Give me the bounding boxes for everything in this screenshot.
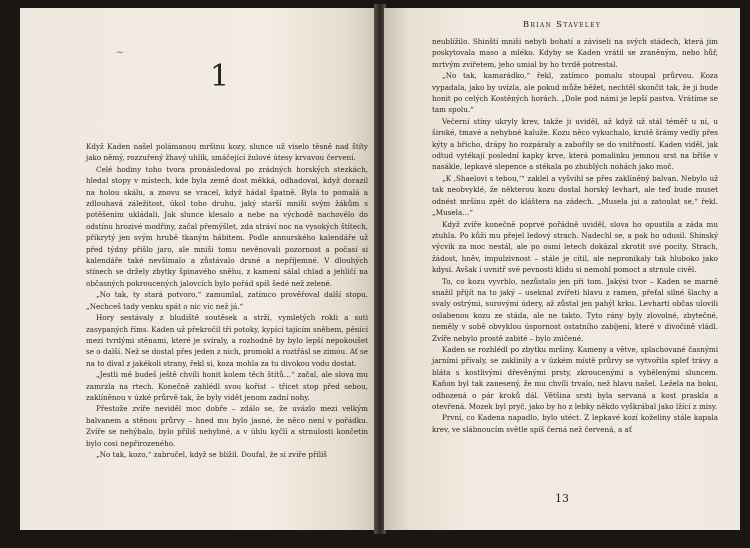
- paragraph: Večerní stíny ukryly krev, takže ji uviděl, až když už stál téměř u ní, u široké, tmavé a nehybné kaluže. Kozu něco vykuchalo, krutě šrámy vedly přes kýty a břicho, drápy ho rozpáraly a zabořily se do vnitřností. Kaden viděl, jak odtud vytékají poslední kapky krve, která pomalinku jemnou srst na břiše v nasákle, lepkavé slepence a stékala po zhublých nohách jako moč.: [432, 116, 718, 172]
- page-number: 13: [555, 492, 569, 505]
- paragraph: Celé hodiny toho tvora pronásledoval po zrádných horských stezkách, hledal stopy v místech, kde byla země dost měkká, odhadoval, když dorazil na holou skálu, a znovu se vracel, když hádal špatně. Byla to pomalá a zdlouhavá záležitost, úkol toho druhu, jaký starší mniši svým žákům s potěšením ukládali. Jak slunce klesalo a nebe na východě nachovělo do odstínu hrozivé modřiny, začal přemýšlet, zda stráví noc na vysokých štítech, přikrytý jen svým hrubě tkaným hábitem. Podle annurského kalendáře už před týdny přišlo jaro, ale mniši tomu nevěnovali pozornost a počasí si kalendáře také nevšímalo a zůstávalo drsné a nepříjemné. V dlouhých stínech se držely zbytky špinavého sněhu, z kamení sálal chlad a jehličí na občasných pokroucených jalovcích bylo pořád spíš šedé než zelené.: [86, 164, 368, 288]
- left-page: [20, 8, 376, 530]
- paragraph: „No tak, ty stará potvoro,“ zamumlal, zatímco prověřoval další stopu. „Nechceš tady venku spát o nic víc než já.“: [86, 290, 368, 311]
- right-page: [384, 8, 740, 530]
- paragraph: První, co Kadena napadlo, bylo utéct. Z lepkavé kozí koželiny stále kapala krev, ve slábnoucím světle spíš černá než červená, a ať: [432, 413, 718, 434]
- paragraph: Když Kaden našel polámanou mršinu kozy, slunce už viselo těsně nad štíty jako němý, rozzuřený žhavý uhlík, smáčející žulové útesy krvavou červení.: [86, 142, 368, 163]
- chapter-number: 1: [210, 59, 230, 94]
- running-header: Brian Staveley: [522, 20, 602, 30]
- left-body-text: [86, 141, 368, 460]
- paragraph: „Jestli mě budeš ještě chvíli honit kolem těch štítů…“ začal, ale slova mu zamrzla na rtech. Konečně zahlédl svou kořist – třicet stop před sebou, zaklíněnou v úzké průrvě tak, že byly vidět jenom zadní nohy.: [86, 370, 368, 402]
- paragraph: Když zvíře konečně poprvé pořádně uviděl, slova ho opustila a záda mu ztuhla. Po kůži mu přejel ledový strach. Nadechl se, a pak ho udusil. Shinský výcvik za moc nestál, ale po osmi letech dokázal zkrotit své pocity. Strach, žádost, hněv, impulzivnost – stále je cítil, ale nepronikaly tak hluboko jako kdysi. Avšak i uvnitř své pevnosti klidu si nemohl pomoct a strnule civěl.: [432, 219, 718, 275]
- right-body-text: [432, 36, 718, 435]
- paragraph: Hory sestávaly z bludiště soutěsek a strží, vymletých rokli a suti zasypaných říms. Kaden už překročil tři potoky, kypící tajícím sněhem, pěnící mezi tvrdými stěnami, které je svíraly, a rozhodně by bylo lepší nepokoušet se o další. Než se dostal přes jeden z nich, promokl a roztřásl se zimou. Ať se na to díval z jakékoli strany, řekl si, koza mohla za tu divokou vodu dostat.: [86, 313, 368, 368]
- paragraph: neublížilo. Shinští mniši nebyli bohatí a záviseli na svých stádech, která jim poskytovala maso a mléko. Kdyby se Kaden vrátil se zraněným, nebo hůř, mrtvým zvířetem, jeho umial by ho tvrdě potrestal.: [432, 37, 718, 69]
- corner-mark: ~: [116, 48, 124, 58]
- paragraph: Kaden se rozhlédl po zbytku mršiny. Kameny a větve, splachované časnými jarními přívaly, se zaklinily a v úzkém místě průrvy se vytvořila spleť trávy a bláta s kostlivými dřevěnými prsty, zkroucenými a vybělenými sluncem. Kaňon byl tak zanesený, že mu chvíli trvalo, než hlavu našel. Ležela na boku, odhozená o pár kroků dál. Většina srsti byla servaná a kost praskla a otevřená. Mozek byl pryč, jako by ho z lebky někdo vyškrábal jako lžící z misy.: [432, 344, 718, 411]
- paragraph: „No tak, kozo,“ zabručel, když se blížil. Doufal, že si zvíře příliš: [96, 449, 327, 459]
- paragraph: To, co kozu vyvrhlo, nezůstalo jen při tom. Jakýsi tvor – Kaden se marně snažil přijít na to jaký – useknal zvířeti hlavu z ramen, přeťal silné šlachy a svaly ostrými, surovými údery, až zůstal jen pahýl krku. Levharti občas ulovili oslabenou kozu ze stáda, ale ne takto. Tyto rány byly zlovolné, zbytečné, neměly v sobě obvyklou úspornost ostatního zabíjení, které v divočině vládl. Zvíře nebylo prostě zabité – bylo zničené.: [432, 276, 718, 343]
- paragraph: „K ‚Shaelovi s tebou,‘“ zaklel a vyšvihl se přes zaklíněný balvan. Nebylo už tak neobvyklé, že některou kozu dostal horský levhart, ale teď bude muset odnést mršinu zpět do kláštera na zádech. „Musela jsi a zatoulat se,“ řekl. „Musela…“: [432, 173, 718, 218]
- paragraph: „No tak, kamarádko,“ řekl, zatímco pomalu stoupal průrvou. Koza vypadala, jako by uvízla, ale pokud může běžet, nechtěl skončit tak, že ji bude honit po celých Kostěných horách. „Dole pod námi je lepší pastva. Vrátíme se tam spolu.“: [432, 71, 718, 115]
- paragraph: Přestože zvíře neviděl moc dobře – zdálo se, že uvázlo mezi velkým balvanem a stěnou průrvy – hned mu bylo jasné, že něco není v pořádku. Zvíře se nehýbalo, bylo příliš nehybné, a v úhlu kyčlí a strnulosti končetin bylo cosi nepřirozeného.: [86, 404, 368, 448]
